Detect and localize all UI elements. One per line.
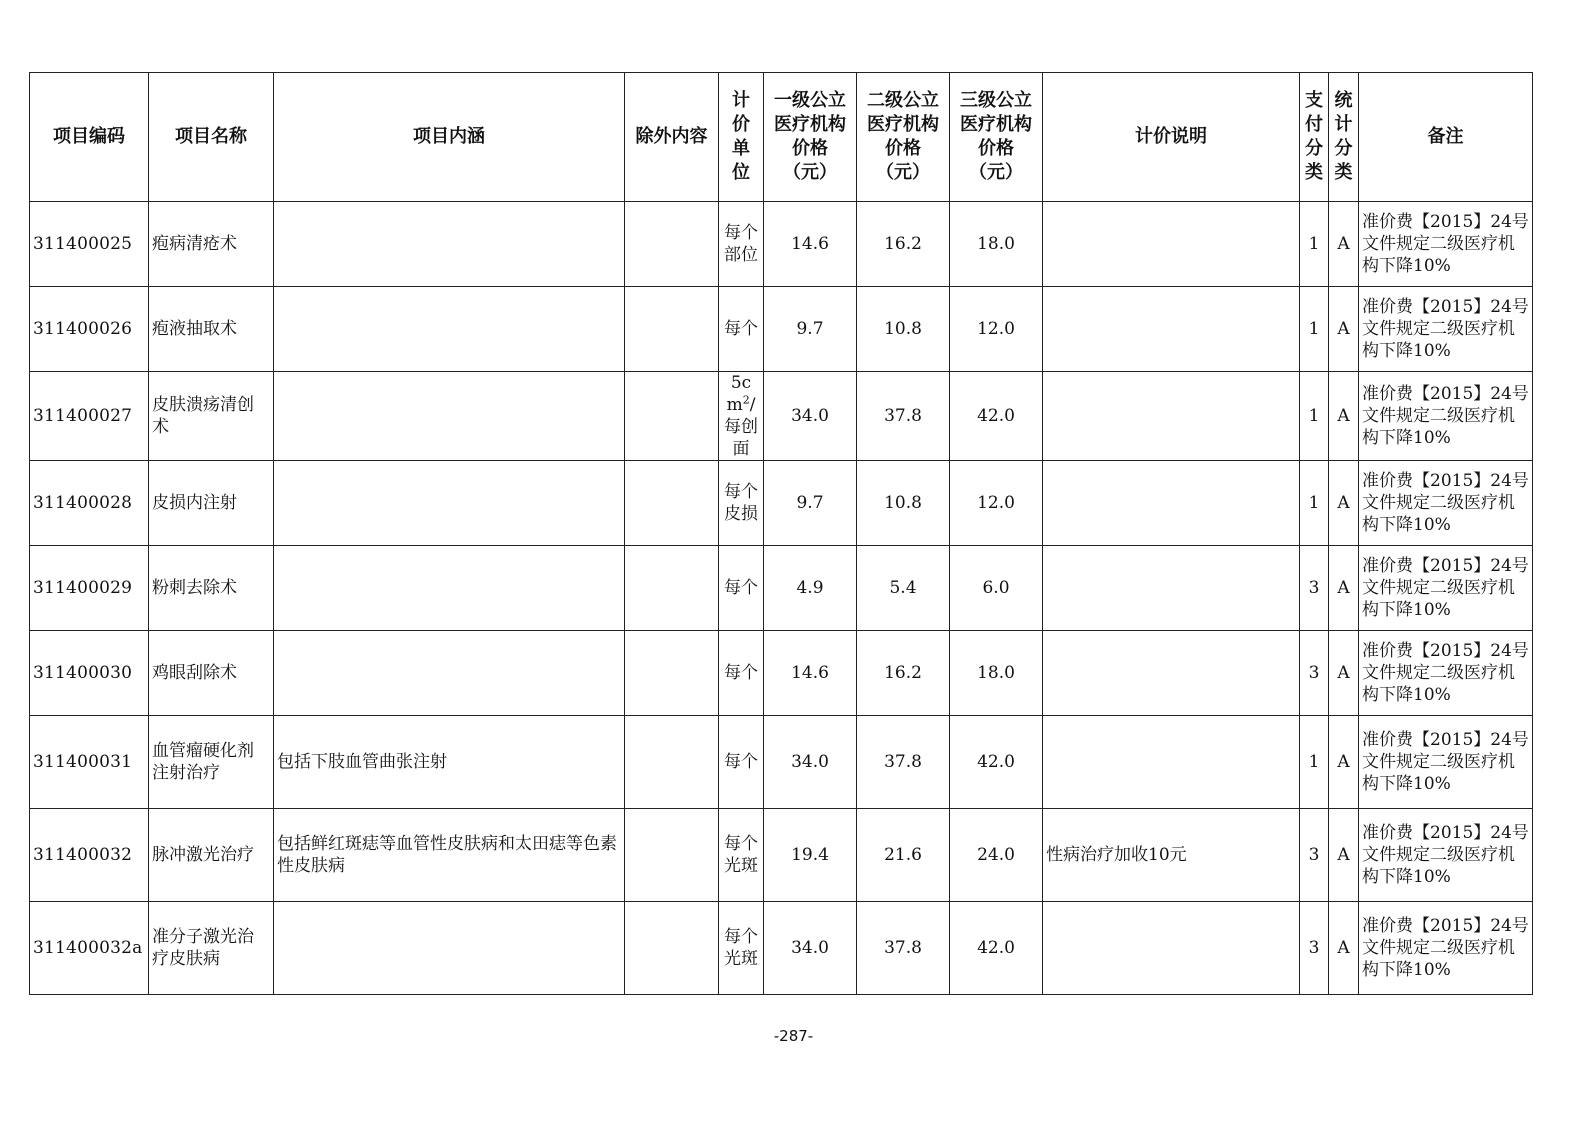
item-name: 脉冲激光治疗 — [149, 809, 274, 902]
statistic-category: A — [1329, 372, 1359, 461]
pricing-note — [1043, 631, 1300, 716]
item-content: 包括下肢血管曲张注射 — [274, 716, 625, 809]
remark: 准价费【2015】24号文件规定二级医疗机构下降10% — [1359, 202, 1533, 287]
statistic-category: A — [1329, 461, 1359, 546]
item-unit: 每个部位 — [719, 202, 764, 287]
item-unit: $5cm^2/$每创面 — [719, 372, 764, 461]
item-unit: 每个光斑 — [719, 809, 764, 902]
price-level2: 5.4 — [857, 546, 950, 631]
table-row — [30, 461, 1533, 546]
header-price1: 一级公立医疗机构价格（元） — [764, 73, 857, 202]
table-row — [30, 372, 1533, 461]
payment-category: 3 — [1300, 546, 1329, 631]
price-level2: 37.8 — [857, 716, 950, 809]
header-content: 项目内涵 — [274, 73, 625, 202]
remark: 准价费【2015】24号文件规定二级医疗机构下降10% — [1359, 546, 1533, 631]
table-row — [30, 287, 1533, 372]
price-level1: 9.7 — [764, 287, 857, 372]
price-level2: 37.8 — [857, 902, 950, 995]
statistic-category: A — [1329, 287, 1359, 372]
statistic-category: A — [1329, 631, 1359, 716]
pricing-note — [1043, 287, 1300, 372]
item-unit: 每个皮损 — [719, 461, 764, 546]
item-unit: 每个 — [719, 546, 764, 631]
price-level2: 16.2 — [857, 631, 950, 716]
price-level2: 21.6 — [857, 809, 950, 902]
pricing-note — [1043, 461, 1300, 546]
statistic-category: A — [1329, 902, 1359, 995]
price-level1: 34.0 — [764, 372, 857, 461]
item-name: 血管瘤硬化剂注射治疗 — [149, 716, 274, 809]
header-name: 项目名称 — [149, 73, 274, 202]
payment-category: 1 — [1300, 716, 1329, 809]
item-unit: 每个 — [719, 287, 764, 372]
remark: 准价费【2015】24号文件规定二级医疗机构下降10% — [1359, 461, 1533, 546]
header-code: 项目编码 — [30, 73, 149, 202]
price-level3: 42.0 — [950, 716, 1043, 809]
header-pay: 支付分类 — [1300, 73, 1329, 202]
item-code: 311400025 — [30, 202, 149, 287]
item-code: 311400028 — [30, 461, 149, 546]
item-content: 包括鲜红斑痣等血管性皮肤病和太田痣等色素性皮肤病 — [274, 809, 625, 902]
header-note: 计价说明 — [1043, 73, 1300, 202]
price-level1: 14.6 — [764, 631, 857, 716]
price-level3: 12.0 — [950, 461, 1043, 546]
table-row — [30, 202, 1533, 287]
remark: 准价费【2015】24号文件规定二级医疗机构下降10% — [1359, 631, 1533, 716]
price-level3: 12.0 — [950, 287, 1043, 372]
payment-category: 1 — [1300, 372, 1329, 461]
item-except — [625, 372, 719, 461]
item-name: 皮损内注射 — [149, 461, 274, 546]
price-level3: 42.0 — [950, 372, 1043, 461]
table-row — [30, 902, 1533, 995]
item-name: 鸡眼刮除术 — [149, 631, 274, 716]
price-level3: 42.0 — [950, 902, 1043, 995]
price-level1: 34.0 — [764, 716, 857, 809]
header-price2: 二级公立医疗机构价格（元） — [857, 73, 950, 202]
price-level1: 9.7 — [764, 461, 857, 546]
pricing-note — [1043, 902, 1300, 995]
price-level3: 18.0 — [950, 202, 1043, 287]
header-remark: 备注 — [1359, 73, 1533, 202]
pricing-note — [1043, 546, 1300, 631]
payment-category: 1 — [1300, 202, 1329, 287]
item-code: 311400026 — [30, 287, 149, 372]
price-level3: 24.0 — [950, 809, 1043, 902]
item-name: 皮肤溃疡清创术 — [149, 372, 274, 461]
statistic-category: A — [1329, 546, 1359, 631]
header-price3: 三级公立医疗机构价格（元） — [950, 73, 1043, 202]
pricing-note: 性病治疗加收10元 — [1043, 809, 1300, 902]
item-except — [625, 287, 719, 372]
statistic-category: A — [1329, 716, 1359, 809]
item-content — [274, 461, 625, 546]
statistic-category: A — [1329, 809, 1359, 902]
item-except — [625, 902, 719, 995]
item-content — [274, 902, 625, 995]
item-code: 311400030 — [30, 631, 149, 716]
item-code: 311400029 — [30, 546, 149, 631]
header-stat: 统计分类 — [1329, 73, 1359, 202]
header-except: 除外内容 — [625, 73, 719, 202]
pricing-note — [1043, 716, 1300, 809]
price-level1: 14.6 — [764, 202, 857, 287]
payment-category: 1 — [1300, 461, 1329, 546]
payment-category: 3 — [1300, 809, 1329, 902]
item-content — [274, 202, 625, 287]
item-name: 准分子激光治疗皮肤病 — [149, 902, 274, 995]
price-table — [29, 72, 1533, 995]
item-except — [625, 631, 719, 716]
item-content — [274, 546, 625, 631]
item-unit: 每个 — [719, 716, 764, 809]
item-content — [274, 372, 625, 461]
item-name: 疱病清疮术 — [149, 202, 274, 287]
item-code: 311400027 — [30, 372, 149, 461]
item-except — [625, 461, 719, 546]
price-level2: 37.8 — [857, 372, 950, 461]
header-row — [30, 73, 1533, 202]
item-except — [625, 809, 719, 902]
page-number: -287- — [773, 1027, 814, 1045]
item-except — [625, 716, 719, 809]
pricing-note — [1043, 372, 1300, 461]
price-level1: 4.9 — [764, 546, 857, 631]
item-name: 疱液抽取术 — [149, 287, 274, 372]
remark: 准价费【2015】24号文件规定二级医疗机构下降10% — [1359, 716, 1533, 809]
item-unit: 每个光斑 — [719, 902, 764, 995]
header-unit: 计价单位 — [719, 73, 764, 202]
remark: 准价费【2015】24号文件规定二级医疗机构下降10% — [1359, 372, 1533, 461]
payment-category: 3 — [1300, 631, 1329, 716]
table-row — [30, 716, 1533, 809]
item-content — [274, 631, 625, 716]
table-row — [30, 546, 1533, 631]
price-level2: 10.8 — [857, 287, 950, 372]
price-level1: 34.0 — [764, 902, 857, 995]
price-level2: 16.2 — [857, 202, 950, 287]
payment-category: 3 — [1300, 902, 1329, 995]
item-name: 粉刺去除术 — [149, 546, 274, 631]
item-content — [274, 287, 625, 372]
table-row — [30, 631, 1533, 716]
remark: 准价费【2015】24号文件规定二级医疗机构下降10% — [1359, 287, 1533, 372]
item-code: 311400032a — [30, 902, 149, 995]
payment-category: 1 — [1300, 287, 1329, 372]
item-unit: 每个 — [719, 631, 764, 716]
price-level1: 19.4 — [764, 809, 857, 902]
price-level3: 6.0 — [950, 546, 1043, 631]
item-except — [625, 202, 719, 287]
price-level2: 10.8 — [857, 461, 950, 546]
item-code: 311400032 — [30, 809, 149, 902]
remark: 准价费【2015】24号文件规定二级医疗机构下降10% — [1359, 902, 1533, 995]
price-level3: 18.0 — [950, 631, 1043, 716]
item-except — [625, 546, 719, 631]
statistic-category: A — [1329, 202, 1359, 287]
item-code: 311400031 — [30, 716, 149, 809]
table-row — [30, 809, 1533, 902]
remark: 准价费【2015】24号文件规定二级医疗机构下降10% — [1359, 809, 1533, 902]
pricing-note — [1043, 202, 1300, 287]
